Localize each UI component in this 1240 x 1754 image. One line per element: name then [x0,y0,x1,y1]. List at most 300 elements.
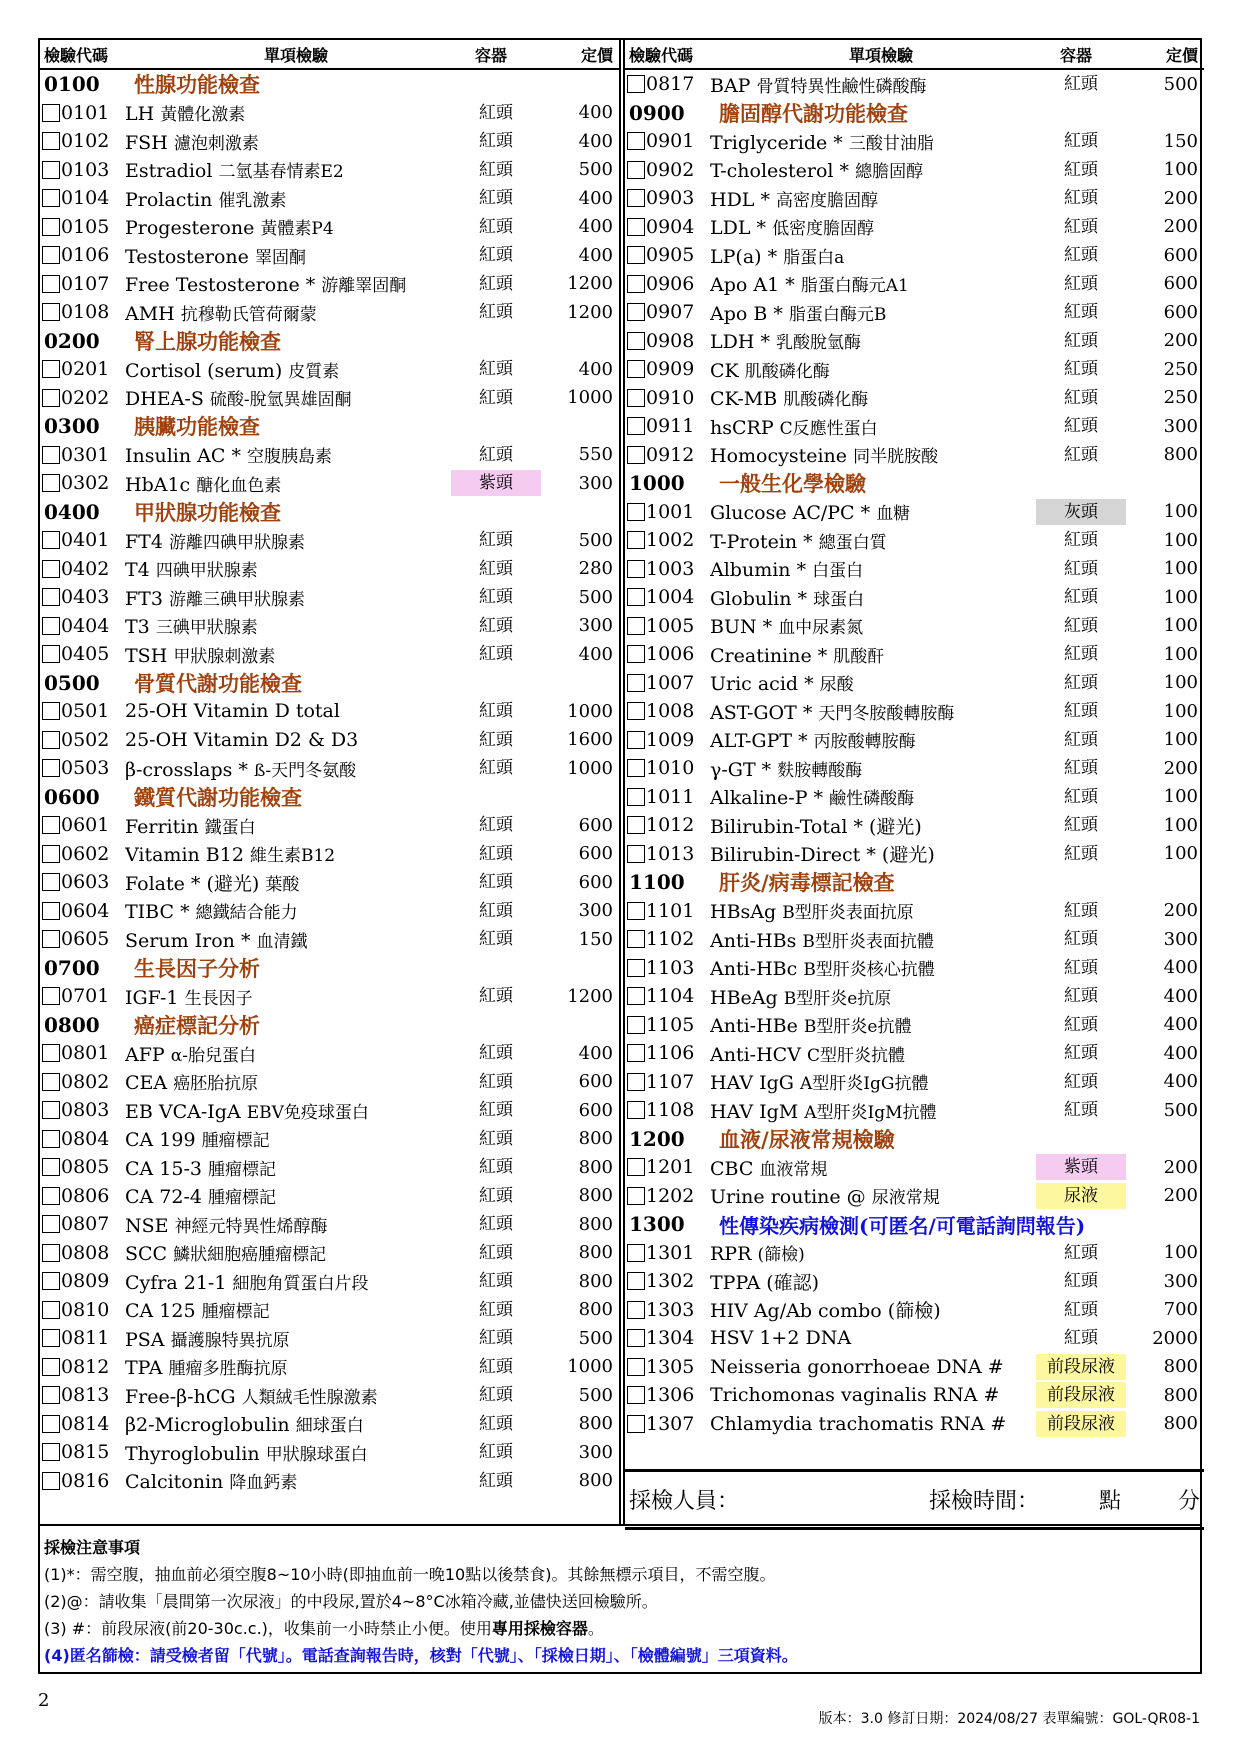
test-name [125,1468,451,1493]
test-price: 550 [578,444,613,466]
test-name [710,898,1036,923]
test-name [710,1384,1036,1406]
test-code: 0811 [61,1327,110,1350]
test-code: 1103 [646,956,695,979]
test-checkbox[interactable] [42,560,60,578]
section-code: 0900 [629,100,685,125]
test-name-zh: 尿酸 [819,675,854,696]
test-checkbox[interactable] [42,161,60,179]
test-checkbox[interactable] [627,446,645,464]
test-price: 800 [578,1128,613,1150]
test-name [710,812,1036,839]
test-name-en: LDH * [710,331,770,354]
test-code: 1306 [646,1384,695,1407]
test-name-en: CA 199 [125,1129,196,1152]
test-name-en: Albumin * [710,559,807,582]
test-checkbox[interactable] [42,1443,60,1461]
test-code: 1005 [646,614,695,637]
test-row [625,498,1204,527]
test-checkbox[interactable] [627,902,645,920]
test-checkbox[interactable] [42,1244,60,1262]
test-checkbox[interactable] [627,389,645,407]
test-checkbox[interactable] [627,189,645,207]
test-row [40,1296,619,1325]
test-price: 400 [1163,1071,1198,1093]
tube-type: 紅頭 [1064,986,1098,1007]
test-checkbox[interactable] [627,731,645,749]
test-row [625,1296,1204,1325]
test-price: 200 [1163,757,1198,779]
test-price: 400 [578,643,613,665]
test-name [710,984,1036,1009]
test-name-zh: 丙胺酸轉胺酶 [813,732,916,753]
tube-type: 紅頭 [1064,359,1098,380]
test-price: 200 [1163,330,1198,352]
test-name [125,642,451,667]
test-code: 1106 [646,1042,695,1065]
test-row [40,213,619,242]
test-checkbox[interactable] [42,389,60,407]
test-name-zh: 醣化血色素 [196,475,282,496]
hour-label: 點 [1099,1489,1122,1514]
test-code: 1008 [646,700,695,723]
collection-time-label: 採檢時間： [929,1489,1040,1514]
test-checkbox[interactable] [627,1101,645,1119]
test-checkbox[interactable] [627,617,645,635]
test-checkbox[interactable] [42,1386,60,1404]
test-name [710,328,1036,353]
test-name-en: Anti-HCV [710,1043,801,1066]
section-title: 胰臟功能檢查 [134,414,260,440]
test-row [40,1410,619,1439]
test-checkbox[interactable] [42,873,60,891]
test-name-en: Free Testosterone * [125,274,316,297]
test-row [40,1153,619,1182]
tube-type: 紅頭 [479,929,513,950]
test-checkbox[interactable] [42,1073,60,1091]
test-price: 800 [578,1270,613,1292]
test-price: 1200 [567,301,613,323]
test-name-en: T3 [125,616,150,639]
test-code: 0701 [61,985,110,1008]
test-name [710,385,1036,410]
test-checkbox[interactable] [42,1415,60,1433]
test-name [125,186,451,211]
section-code: 0600 [44,784,100,809]
test-checkbox[interactable] [627,987,645,1005]
test-checkbox[interactable] [627,930,645,948]
test-checkbox[interactable] [42,246,60,264]
test-checkbox[interactable] [627,560,645,578]
test-checkbox[interactable] [42,132,60,150]
test-name-en: Progesterone [125,217,255,240]
test-row [625,298,1204,327]
test-name [710,243,1036,268]
test-name-zh: 血清鐵 [256,931,308,952]
test-row [625,925,1204,954]
test-name [125,1383,451,1408]
test-checkbox[interactable] [42,816,60,834]
test-checkbox[interactable] [42,531,60,549]
test-checkbox[interactable] [42,303,60,321]
test-name-en: γ-GT * [710,758,772,781]
test-name-en: Calcitonin [125,1471,224,1494]
test-checkbox[interactable] [42,104,60,122]
test-name [125,300,451,325]
test-price: 500 [1163,1099,1198,1121]
test-price: 400 [578,216,613,238]
test-name-en: HSV 1+2 DNA [710,1327,852,1350]
test-row [40,982,619,1011]
tube-type: 紅頭 [479,1043,513,1064]
test-checkbox[interactable] [627,1329,645,1347]
test-name-en: AMH [125,302,175,325]
test-checkbox[interactable] [627,132,645,150]
collector-label: 採檢人員： [629,1489,740,1514]
test-checkbox[interactable] [627,816,645,834]
test-name [125,1440,451,1465]
tube-type: 紅頭 [479,758,513,779]
test-checkbox[interactable] [42,1358,60,1376]
test-checkbox[interactable] [42,845,60,863]
test-code: 0908 [646,329,695,352]
test-price: 500 [578,586,613,608]
test-name-zh: 人類絨毛性腺激素 [241,1387,378,1408]
test-name-en: LDL * [710,217,767,240]
test-name [125,841,451,866]
test-code: 1006 [646,643,695,666]
tube-type: 紅頭 [479,900,513,921]
test-price: 400 [578,130,613,152]
test-code: 1305 [646,1355,695,1378]
test-row [40,1324,619,1353]
test-checkbox[interactable] [42,1130,60,1148]
test-name-zh: 游離四碘甲狀腺素 [169,532,305,553]
column-header [625,40,1204,70]
test-checkbox[interactable] [42,1472,60,1490]
test-name-en: SCC [125,1243,168,1266]
test-checkbox[interactable] [627,1158,645,1176]
test-name-en: AST-GOT * [710,701,813,724]
test-checkbox[interactable] [627,588,645,606]
test-code: 0803 [61,1099,110,1122]
tube-type: 紅頭 [1064,159,1098,180]
test-checkbox[interactable] [627,788,645,806]
test-name-zh: 生長因子 [184,988,253,1009]
test-price: 1000 [567,700,613,722]
test-checkbox[interactable] [627,503,645,521]
test-name-zh: 麩胺轉酸酶 [777,760,863,781]
test-name-zh: 乳酸脫氫酶 [776,333,862,354]
test-name-zh: B型肝炎e抗體 [803,1017,912,1038]
test-name-en: LH [125,103,155,126]
test-name-en: β-crosslaps * [125,758,248,781]
test-name-zh: 降血鈣素 [229,1473,298,1494]
test-name [125,471,451,496]
test-checkbox[interactable] [627,303,645,321]
test-name-en: CA 125 [125,1300,196,1323]
tube-type: 紅頭 [479,1100,513,1121]
test-checkbox[interactable] [627,1272,645,1290]
tube-type: 紅頭 [479,986,513,1007]
test-checkbox[interactable] [42,702,60,720]
test-checkbox[interactable] [627,759,645,777]
test-checkbox[interactable] [42,1215,60,1233]
price-list-sheet [38,38,1202,1674]
test-name-en: Apo B * [710,302,783,325]
test-row [625,1096,1204,1125]
test-name-en: Ferritin [125,815,199,838]
test-name [125,1155,451,1180]
test-checkbox[interactable] [42,189,60,207]
test-row [40,1096,619,1125]
test-checkbox[interactable] [627,275,645,293]
test-price: 800 [578,1213,613,1235]
header-code: 檢驗代碼 [44,45,109,65]
tube-type: 紅頭 [479,273,513,294]
test-name [710,300,1036,325]
test-checkbox[interactable] [42,987,60,1005]
test-code: 0907 [646,301,695,324]
tube-type: 紅頭 [1064,1328,1098,1349]
right-column [623,40,1204,1524]
test-price: 250 [1163,387,1198,409]
tube-type: 紅頭 [479,1385,513,1406]
test-name-zh: 肌酸磷化酶 [744,361,830,382]
test-name [710,840,1036,867]
test-code: 0107 [61,272,110,295]
test-name-en: T4 [125,559,150,582]
section-header [40,783,619,812]
header-price: 定價 [580,45,613,65]
test-name-en: HBeAg [710,986,778,1009]
tube-type: 紅頭 [479,1442,513,1463]
test-checkbox[interactable] [42,1044,60,1062]
test-price: 400 [1163,957,1198,979]
test-checkbox[interactable] [42,360,60,378]
test-name-en: PSA [125,1328,165,1351]
test-row [40,184,619,213]
test-price: 100 [1163,615,1198,637]
test-checkbox[interactable] [627,218,645,236]
test-price: 800 [578,1413,613,1435]
test-row [625,1011,1204,1040]
test-row [625,127,1204,156]
test-checkbox[interactable] [42,902,60,920]
tube-type: 紅頭 [1064,387,1098,408]
test-name-zh: 抗穆勒氏管荷爾蒙 [180,304,317,325]
test-name-en: hsCRP [710,416,774,439]
test-code: 1013 [646,842,695,865]
tube-type: 紅頭 [1064,786,1098,807]
test-price: 100 [1163,814,1198,836]
header-price: 定價 [1165,45,1198,65]
test-checkbox[interactable] [42,588,60,606]
test-price: 100 [1163,558,1198,580]
test-row [40,1125,619,1154]
test-checkbox[interactable] [627,1044,645,1062]
test-price: 280 [578,558,613,580]
test-checkbox[interactable] [42,1301,60,1319]
test-code: 0108 [61,301,110,324]
test-name-zh: 總鐵結合能力 [195,903,298,924]
test-row [40,298,619,327]
test-checkbox[interactable] [42,275,60,293]
test-checkbox[interactable] [627,845,645,863]
test-name-zh: 鹼性磷酸酶 [829,789,915,810]
test-row [40,1068,619,1097]
test-name-zh: C反應性蛋白 [779,418,878,439]
test-name-en: TIBC * [125,901,190,924]
test-price: 250 [1163,358,1198,380]
test-checkbox[interactable] [42,1329,60,1347]
test-name-en: Prolactin [125,188,213,211]
test-checkbox[interactable] [627,1016,645,1034]
test-checkbox[interactable] [627,1073,645,1091]
test-checkbox[interactable] [42,759,60,777]
test-checkbox[interactable] [42,731,60,749]
test-checkbox[interactable] [627,75,645,93]
test-checkbox[interactable] [42,446,60,464]
test-price: 100 [1163,501,1198,523]
test-code: 0503 [61,757,110,780]
test-row [625,241,1204,270]
test-row [40,925,619,954]
test-checkbox[interactable] [627,1358,645,1376]
section-header [625,1125,1204,1154]
test-name [710,556,1036,581]
test-name [710,271,1036,296]
test-row [625,897,1204,926]
tube-type: 紅頭 [479,729,513,750]
test-checkbox[interactable] [627,1386,645,1404]
test-checkbox[interactable] [627,1244,645,1262]
test-row [40,1182,619,1211]
test-row [40,1381,619,1410]
test-checkbox[interactable] [42,218,60,236]
section-title: 腎上腺功能檢查 [134,328,281,354]
test-code: 1009 [646,728,695,751]
test-name-zh: 癌胚胎抗原 [173,1074,259,1095]
test-row [40,868,619,897]
test-name-zh: 天門冬胺酸轉胺酶 [818,703,955,724]
tube-type: 紅頭 [479,1157,513,1178]
test-checkbox[interactable] [42,1187,60,1205]
test-name-en: Cortisol (serum) [125,359,283,382]
tube-type: 紅頭 [479,701,513,722]
section-header [625,99,1204,128]
test-checkbox[interactable] [627,645,645,663]
tube-type: 紅頭 [479,872,513,893]
test-code: 0501 [61,700,110,723]
tube-type: 紅頭 [479,131,513,152]
test-checkbox[interactable] [627,161,645,179]
test-checkbox[interactable] [627,1415,645,1433]
test-checkbox[interactable] [42,1158,60,1176]
test-price: 100 [1163,729,1198,751]
tube-type: 紅頭 [479,587,513,608]
left-rows [40,70,619,1495]
test-name-en: β2-Microglobulin [125,1414,290,1437]
test-price: 800 [1163,444,1198,466]
test-code: 0815 [61,1441,110,1464]
test-name-zh: 脂蛋白酶元A1 [800,276,909,297]
test-code: 0603 [61,871,110,894]
test-name [125,157,451,182]
test-name-en: HAV IgM [710,1100,799,1123]
test-checkbox[interactable] [627,702,645,720]
test-name-en: Free-β-hCG [125,1385,236,1408]
test-code: 0202 [61,386,110,409]
tube-type: 紅頭 [479,1413,513,1434]
test-checkbox[interactable] [627,1187,645,1205]
section-code: 0100 [44,72,100,97]
test-checkbox[interactable] [627,959,645,977]
test-price: 100 [1163,700,1198,722]
test-name-en: Trichomonas vaginalis RNA # [710,1384,1000,1407]
section-title: 性腺功能檢查 [134,72,260,98]
test-checkbox[interactable] [42,1272,60,1290]
test-checkbox[interactable] [42,474,60,492]
test-checkbox[interactable] [627,360,645,378]
test-price: 800 [578,1156,613,1178]
test-row [40,697,619,726]
test-checkbox[interactable] [627,417,645,435]
test-checkbox[interactable] [627,332,645,350]
test-checkbox[interactable] [627,1301,645,1319]
test-checkbox[interactable] [42,617,60,635]
test-name [125,898,451,923]
test-name [125,729,451,751]
test-name-en: Bilirubin-Direct * (避光) [710,844,935,867]
test-price: 1000 [567,757,613,779]
tube-type: 紅頭 [1064,587,1098,608]
tube-type: 紅頭 [1064,957,1098,978]
test-name [710,727,1036,752]
test-name-zh: 細球蛋白 [295,1416,364,1437]
test-name [125,129,451,154]
test-code: 0201 [61,358,110,381]
test-checkbox[interactable] [42,1101,60,1119]
test-checkbox[interactable] [42,930,60,948]
test-code: 1202 [646,1184,695,1207]
test-name-zh: 皮質素 [288,361,340,382]
test-price: 300 [1163,928,1198,950]
test-name [125,613,451,638]
test-price: 800 [578,1299,613,1321]
test-code: 0302 [61,472,110,495]
tube-type: 紅頭 [1064,1299,1098,1320]
section-code: 0200 [44,328,100,353]
note-3-end: 。 [587,1619,604,1638]
test-code: 0810 [61,1298,110,1321]
test-checkbox[interactable] [627,246,645,264]
section-title: 肝炎/病毒標記檢查 [719,870,895,896]
test-checkbox[interactable] [42,645,60,663]
test-code: 0401 [61,529,110,552]
test-checkbox[interactable] [627,531,645,549]
tube-type: 紅頭 [1064,1014,1098,1035]
note-3 [44,1615,1194,1642]
test-name-en: LP(a) * [710,245,778,268]
test-name-zh: 細胞角質蛋白片段 [232,1273,369,1294]
test-name-zh: 三碘甲狀腺素 [155,618,258,639]
test-checkbox[interactable] [627,674,645,692]
test-name [125,1041,451,1066]
section-code: 1000 [629,471,685,496]
test-price: 300 [578,1441,613,1463]
test-name-en: Globulin * [710,587,808,610]
